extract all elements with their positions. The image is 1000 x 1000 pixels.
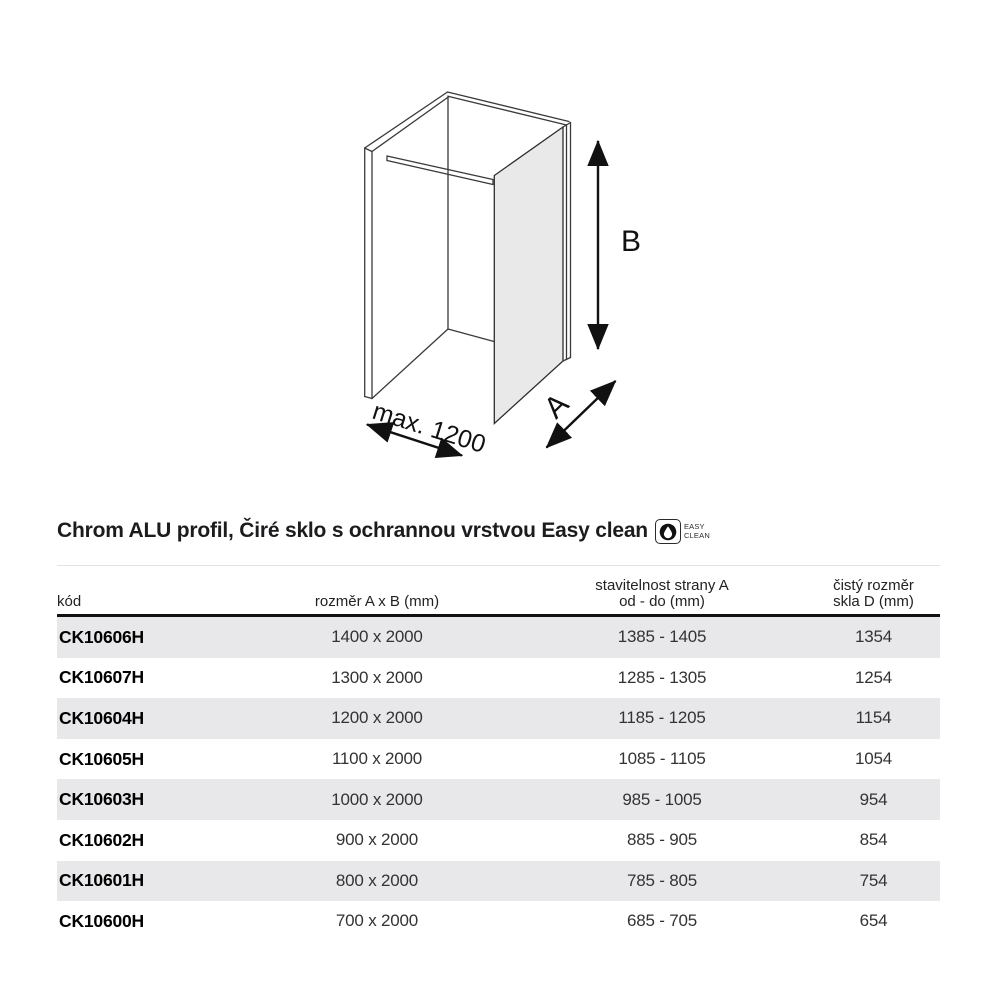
product-code: CK10602H bbox=[59, 829, 144, 850]
dimension-max-label: max. 1200 bbox=[369, 397, 489, 459]
section-heading-row bbox=[57, 517, 943, 544]
easy-clean-label: EASY CLEAN bbox=[683, 522, 710, 540]
range-value: 685 - 705 bbox=[626, 911, 698, 931]
water-drop-icon bbox=[655, 519, 681, 544]
easy-clean-badge bbox=[655, 519, 710, 544]
col-header-size: rozměr A x B (mm) bbox=[314, 593, 440, 610]
size-value: 1400 x 2000 bbox=[331, 627, 423, 647]
range-value: 985 - 1005 bbox=[622, 789, 702, 809]
table-header bbox=[57, 565, 940, 617]
dimension-a-label: A bbox=[537, 387, 576, 426]
glass-panel bbox=[494, 127, 563, 424]
product-code: CK10607H bbox=[59, 667, 144, 688]
left-wall-profile bbox=[365, 148, 372, 399]
glass-value: 1354 bbox=[854, 627, 893, 647]
chrome-wall-profile bbox=[563, 123, 571, 362]
range-value: 1185 - 1205 bbox=[618, 708, 706, 728]
product-code: CK10606H bbox=[59, 626, 144, 647]
glass-value: 754 bbox=[859, 870, 888, 890]
product-code: CK10601H bbox=[59, 870, 144, 891]
section-title: Chrom ALU profil, Čiré sklo s ochrannou vrstvou Easy clean bbox=[57, 518, 648, 542]
col-header-range: stavitelnost strany A od - do (mm) bbox=[595, 577, 729, 610]
glass-value: 654 bbox=[859, 911, 888, 931]
glass-value: 1154 bbox=[855, 708, 892, 728]
range-value: 785 - 805 bbox=[626, 870, 698, 890]
glass-value: 854 bbox=[859, 830, 888, 850]
product-code: CK10603H bbox=[59, 789, 144, 810]
glass-value: 954 bbox=[859, 789, 888, 809]
support-bar bbox=[387, 156, 493, 185]
glass-value: 1054 bbox=[854, 749, 893, 769]
size-value: 1100 x 2000 bbox=[331, 749, 423, 769]
table-row bbox=[57, 861, 940, 902]
table-row bbox=[57, 901, 940, 942]
spec-table bbox=[57, 565, 940, 942]
glass-value: 1254 bbox=[854, 667, 893, 687]
table-row bbox=[57, 739, 940, 780]
table-row bbox=[57, 658, 940, 699]
size-value: 1300 x 2000 bbox=[331, 667, 423, 687]
range-value: 1385 - 1405 bbox=[617, 627, 707, 647]
table-body bbox=[57, 617, 940, 942]
size-value: 1000 x 2000 bbox=[331, 789, 423, 809]
size-value: 1200 x 2000 bbox=[331, 708, 423, 728]
product-code: CK10600H bbox=[59, 910, 144, 931]
col-header-code: kód bbox=[57, 593, 82, 610]
size-value: 800 x 2000 bbox=[335, 870, 419, 890]
product-code: CK10604H bbox=[59, 707, 144, 728]
range-value: 1285 - 1305 bbox=[617, 667, 707, 687]
table-row bbox=[57, 820, 940, 861]
side-wall-edges bbox=[365, 92, 449, 399]
size-value: 900 x 2000 bbox=[335, 830, 419, 850]
range-value: 885 - 905 bbox=[626, 830, 698, 850]
size-value: 700 x 2000 bbox=[335, 911, 419, 931]
dimension-b-label: B bbox=[621, 225, 642, 258]
table-row bbox=[57, 698, 940, 739]
col-header-glass: čistý rozměr skla D (mm) bbox=[833, 577, 914, 610]
table-row bbox=[57, 617, 940, 658]
table-row bbox=[57, 779, 940, 820]
range-value: 1085 - 1105 bbox=[618, 749, 706, 769]
product-code: CK10605H bbox=[59, 748, 144, 769]
